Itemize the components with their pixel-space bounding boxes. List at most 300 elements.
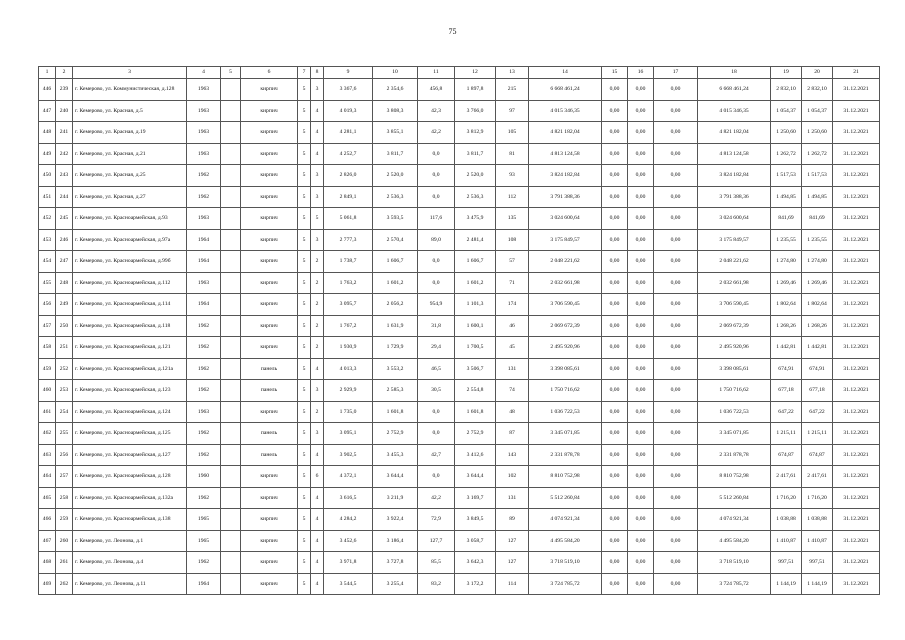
- address-cell: г. Кемерово, ул. Красноармейская, д.112: [73, 272, 187, 294]
- table-cell: 174: [496, 294, 529, 316]
- table-cell: 647,22: [771, 401, 802, 423]
- table-cell: 0,00: [628, 294, 654, 316]
- table-row: [39, 186, 880, 208]
- table-cell: 0,00: [602, 165, 628, 187]
- table-cell: 2 354,6: [373, 79, 418, 101]
- table-cell: 0,00: [628, 251, 654, 273]
- table-cell: 0,00: [628, 165, 654, 187]
- address-cell: г. Кемерово, ул. Красноармейская, д.118: [73, 315, 187, 337]
- table-cell: 3 345 071,85: [529, 423, 602, 445]
- table-cell: 89: [496, 509, 529, 531]
- table-cell: панель: [241, 380, 298, 402]
- table-cell: 0,00: [602, 401, 628, 423]
- table-cell: 5: [298, 487, 311, 509]
- table-cell: 1962: [187, 358, 221, 380]
- table-cell: 3 811,7: [373, 143, 418, 165]
- table-cell: 42,2: [418, 487, 455, 509]
- table-cell: [221, 315, 241, 337]
- table-cell: 0,00: [602, 487, 628, 509]
- table-cell: 46,5: [418, 358, 455, 380]
- table-cell: 462: [39, 423, 56, 445]
- table-cell: 1964: [187, 229, 221, 251]
- table-cell: 31.12.2021: [833, 487, 880, 509]
- table-cell: 97: [496, 100, 529, 122]
- table-cell: 458: [39, 337, 56, 359]
- table-cell: 4 813 124,58: [698, 143, 771, 165]
- table-cell: 1 250,60: [771, 122, 802, 144]
- table-cell: 0,00: [628, 487, 654, 509]
- table-cell: 1964: [187, 251, 221, 273]
- table-cell: 1 038,88: [771, 509, 802, 531]
- table-cell: панель: [241, 444, 298, 466]
- table-cell: 3 593,5: [373, 208, 418, 230]
- table-cell: 257: [56, 466, 73, 488]
- table-cell: 127,7: [418, 530, 455, 552]
- table-cell: 1 601,8: [455, 401, 496, 423]
- table-cell: кирпич: [241, 315, 298, 337]
- table-cell: 1962: [187, 315, 221, 337]
- table-cell: 31.12.2021: [833, 315, 880, 337]
- table-cell: 0,00: [654, 165, 698, 187]
- table-cell: 2 331 878,78: [698, 444, 771, 466]
- table-row: [39, 251, 880, 273]
- table-cell: 2 832,10: [771, 79, 802, 101]
- table-cell: 1 101,3: [455, 294, 496, 316]
- table-cell: 1 036 722,53: [698, 401, 771, 423]
- table-cell: 3 024 600,64: [529, 208, 602, 230]
- table-cell: 5: [298, 165, 311, 187]
- table-cell: 674,91: [771, 358, 802, 380]
- table-cell: 93: [496, 165, 529, 187]
- table-cell: 5: [298, 401, 311, 423]
- table-cell: 240: [56, 100, 73, 122]
- table-cell: 31.12.2021: [833, 337, 880, 359]
- table-cell: 0,00: [602, 251, 628, 273]
- table-cell: 469: [39, 573, 56, 595]
- table-cell: панель: [241, 423, 298, 445]
- table-cell: 1 750 716,62: [529, 380, 602, 402]
- table-cell: 31.12.2021: [833, 100, 880, 122]
- address-cell: г. Кемерово, ул. Красная, д.27: [73, 186, 187, 208]
- table-cell: 2 417,61: [802, 466, 833, 488]
- table-cell: 1 716,20: [802, 487, 833, 509]
- column-header-1: 1: [39, 67, 56, 79]
- table-cell: 0,00: [602, 380, 628, 402]
- table-cell: 0,00: [628, 337, 654, 359]
- table-cell: кирпич: [241, 337, 298, 359]
- table-row: [39, 444, 880, 466]
- table-cell: 0,0: [418, 466, 455, 488]
- table-cell: 246: [56, 229, 73, 251]
- table-cell: 1960: [187, 466, 221, 488]
- column-header-20: 20: [802, 67, 833, 79]
- table-cell: 452: [39, 208, 56, 230]
- table-cell: 997,51: [802, 552, 833, 574]
- table-cell: 3 922,4: [373, 509, 418, 531]
- table-cell: [221, 401, 241, 423]
- table-cell: 1962: [187, 337, 221, 359]
- table-cell: 4 015 346,35: [529, 100, 602, 122]
- table-cell: 0,00: [602, 552, 628, 574]
- table-cell: [221, 358, 241, 380]
- table-cell: 2 048 221,62: [698, 251, 771, 273]
- table-cell: 0,0: [418, 251, 455, 273]
- table-cell: 1963: [187, 100, 221, 122]
- table-cell: 1 235,55: [802, 229, 833, 251]
- table-cell: 57: [496, 251, 529, 273]
- table-cell: 2 849,1: [324, 186, 373, 208]
- table-cell: 260: [56, 530, 73, 552]
- address-cell: г. Кемерово, ул. Красноармейская, д.114: [73, 294, 187, 316]
- table-cell: 0,00: [602, 337, 628, 359]
- table-cell: 467: [39, 530, 56, 552]
- table-cell: 841,69: [802, 208, 833, 230]
- table-cell: 239: [56, 79, 73, 101]
- table-cell: 72,9: [418, 509, 455, 531]
- table-cell: 2 069 672,39: [698, 315, 771, 337]
- table-cell: кирпич: [241, 509, 298, 531]
- table-cell: 4: [311, 509, 324, 531]
- table-cell: 1 215,11: [771, 423, 802, 445]
- table-cell: 241: [56, 122, 73, 144]
- table-cell: 0,00: [628, 229, 654, 251]
- table-cell: 1 442,81: [802, 337, 833, 359]
- table-cell: 5: [298, 100, 311, 122]
- table-cell: 0,00: [628, 573, 654, 595]
- table-cell: 248: [56, 272, 73, 294]
- table-cell: 4 074 921,34: [698, 509, 771, 531]
- table-cell: кирпич: [241, 79, 298, 101]
- column-header-19: 19: [771, 67, 802, 79]
- table-cell: 3 902,5: [324, 444, 373, 466]
- table-cell: [221, 530, 241, 552]
- table-cell: 5 512 260,84: [529, 487, 602, 509]
- table-cell: 0,00: [628, 186, 654, 208]
- table-cell: 31.12.2021: [833, 530, 880, 552]
- table-cell: 31.12.2021: [833, 380, 880, 402]
- table-cell: 0,00: [654, 208, 698, 230]
- table-cell: 1 038,88: [802, 509, 833, 531]
- table-cell: 3 345 071,85: [698, 423, 771, 445]
- table-cell: 261: [56, 552, 73, 574]
- table-cell: 2 032 661,98: [698, 272, 771, 294]
- table-cell: [221, 229, 241, 251]
- table-cell: 1 410,87: [771, 530, 802, 552]
- table-cell: 5: [298, 229, 311, 251]
- table-cell: 1963: [187, 122, 221, 144]
- table-cell: 255: [56, 423, 73, 445]
- table-cell: 4: [311, 444, 324, 466]
- table-cell: 29,4: [418, 337, 455, 359]
- table-row: [39, 358, 880, 380]
- table-cell: 1962: [187, 380, 221, 402]
- table-cell: 1 274,80: [802, 251, 833, 273]
- table-cell: 256: [56, 444, 73, 466]
- table-cell: 1 268,26: [802, 315, 833, 337]
- table-cell: 3 452,6: [324, 530, 373, 552]
- table-cell: 2 826,0: [324, 165, 373, 187]
- table-cell: 0,00: [602, 229, 628, 251]
- address-cell: г. Кемерово, ул. Коммунистическая, д.128: [73, 79, 187, 101]
- table-cell: 5: [298, 272, 311, 294]
- table-row: [39, 294, 880, 316]
- table-cell: 3 367,6: [324, 79, 373, 101]
- table-cell: 0,0: [418, 272, 455, 294]
- table-cell: [221, 380, 241, 402]
- table-cell: 2 585,3: [373, 380, 418, 402]
- table-cell: 2: [311, 294, 324, 316]
- column-header-5: 5: [221, 67, 241, 79]
- table-cell: 2 752,9: [373, 423, 418, 445]
- table-cell: 4 252,7: [324, 143, 373, 165]
- table-cell: 31.12.2021: [833, 358, 880, 380]
- table-cell: 5: [298, 573, 311, 595]
- address-cell: г. Кемерово, ул. Красноармейская, д.93: [73, 208, 187, 230]
- table-cell: 5: [298, 251, 311, 273]
- table-cell: 954,9: [418, 294, 455, 316]
- table-cell: 108: [496, 229, 529, 251]
- table-cell: 42,7: [418, 444, 455, 466]
- table-cell: 1 517,53: [802, 165, 833, 187]
- table-cell: 244: [56, 186, 73, 208]
- table-cell: 6 668 461,24: [529, 79, 602, 101]
- table-cell: 4: [311, 143, 324, 165]
- table-cell: 1 930,9: [324, 337, 373, 359]
- table-cell: [221, 466, 241, 488]
- table-cell: [221, 122, 241, 144]
- table-cell: 5: [298, 530, 311, 552]
- table-cell: 31.12.2021: [833, 423, 880, 445]
- table-cell: 0,00: [654, 444, 698, 466]
- table-cell: [221, 423, 241, 445]
- table-cell: 3 412,6: [455, 444, 496, 466]
- table-cell: 453: [39, 229, 56, 251]
- table-cell: 102: [496, 466, 529, 488]
- table-cell: 0,00: [654, 79, 698, 101]
- table-cell: [221, 100, 241, 122]
- table-cell: 0,00: [654, 401, 698, 423]
- table-cell: 4 821 182,04: [529, 122, 602, 144]
- table-cell: 0,00: [628, 444, 654, 466]
- table-cell: 1 269,46: [771, 272, 802, 294]
- table-cell: 0,00: [654, 272, 698, 294]
- table-cell: [221, 186, 241, 208]
- column-header-14: 14: [529, 67, 602, 79]
- table-cell: 0,00: [602, 530, 628, 552]
- table-cell: 468: [39, 552, 56, 574]
- table-cell: 5: [298, 358, 311, 380]
- table-cell: 5: [298, 315, 311, 337]
- table-cell: 74: [496, 380, 529, 402]
- table-cell: 85,5: [418, 552, 455, 574]
- table-cell: 4: [311, 487, 324, 509]
- table-cell: 5: [298, 444, 311, 466]
- table-row: [39, 165, 880, 187]
- table-row: [39, 337, 880, 359]
- table-cell: 3 398 085,61: [698, 358, 771, 380]
- table-cell: 3 812,9: [455, 122, 496, 144]
- table-cell: 8 810 752,98: [529, 466, 602, 488]
- address-cell: г. Кемерово, ул. Красноармейская, д.132а: [73, 487, 187, 509]
- table-cell: 1 738,7: [324, 251, 373, 273]
- table-cell: 253: [56, 380, 73, 402]
- table-cell: 0,00: [628, 358, 654, 380]
- column-header-3: 3: [73, 67, 187, 79]
- table-cell: 0,00: [602, 509, 628, 531]
- column-header-9: 9: [324, 67, 373, 79]
- table-cell: кирпич: [241, 208, 298, 230]
- table-cell: 451: [39, 186, 56, 208]
- table-cell: 4 281,1: [324, 122, 373, 144]
- table-cell: 247: [56, 251, 73, 273]
- table-cell: 0,00: [628, 380, 654, 402]
- table-cell: 2 048 221,62: [529, 251, 602, 273]
- table-cell: 1962: [187, 165, 221, 187]
- table-cell: 1 517,53: [771, 165, 802, 187]
- table-cell: 2 520,0: [455, 165, 496, 187]
- table-cell: 674,87: [802, 444, 833, 466]
- table-cell: 5: [298, 79, 311, 101]
- table-cell: 0,00: [628, 466, 654, 488]
- table-cell: 2: [311, 315, 324, 337]
- table-cell: 0,00: [628, 401, 654, 423]
- table-cell: кирпич: [241, 122, 298, 144]
- address-cell: г. Кемерово, ул. Леонова, д.4: [73, 552, 187, 574]
- table-cell: кирпич: [241, 294, 298, 316]
- table-cell: 31.12.2021: [833, 444, 880, 466]
- table-cell: 4 372,1: [324, 466, 373, 488]
- table-cell: кирпич: [241, 401, 298, 423]
- table-cell: 2: [311, 401, 324, 423]
- table-cell: 3 398 085,61: [529, 358, 602, 380]
- table-cell: 2 495 920,96: [529, 337, 602, 359]
- table-cell: 127: [496, 552, 529, 574]
- table-cell: 0,00: [602, 466, 628, 488]
- table-cell: 1 802,64: [802, 294, 833, 316]
- table-cell: 83,2: [418, 573, 455, 595]
- table-cell: 71: [496, 272, 529, 294]
- table-cell: 0,00: [602, 186, 628, 208]
- table-cell: 114: [496, 573, 529, 595]
- table-cell: 0,00: [602, 573, 628, 595]
- table-body: [39, 79, 880, 595]
- table-cell: 4: [311, 358, 324, 380]
- table-cell: 31.12.2021: [833, 229, 880, 251]
- table-cell: 31.12.2021: [833, 509, 880, 531]
- table-cell: 0,00: [628, 208, 654, 230]
- table-row: [39, 229, 880, 251]
- table-cell: 2 481,4: [455, 229, 496, 251]
- table-cell: 0,00: [628, 509, 654, 531]
- table-cell: 3 811,7: [455, 143, 496, 165]
- table-cell: 5: [298, 423, 311, 445]
- table-cell: 466: [39, 509, 56, 531]
- table-cell: 5: [298, 122, 311, 144]
- address-cell: г. Кемерово, ул. Красная, д.25: [73, 165, 187, 187]
- table-cell: 2: [311, 337, 324, 359]
- table-cell: 1 750 716,62: [698, 380, 771, 402]
- table-cell: 31.12.2021: [833, 466, 880, 488]
- table-cell: 4: [311, 530, 324, 552]
- table-cell: 1 144,19: [771, 573, 802, 595]
- table-cell: 1962: [187, 186, 221, 208]
- table-cell: 1 494,85: [771, 186, 802, 208]
- table-cell: 455: [39, 272, 56, 294]
- table-cell: 3 644,4: [455, 466, 496, 488]
- table-cell: 31.12.2021: [833, 122, 880, 144]
- table-cell: 5: [298, 143, 311, 165]
- table-cell: 48: [496, 401, 529, 423]
- table-cell: 674,87: [771, 444, 802, 466]
- table-cell: 677,18: [802, 380, 833, 402]
- table-cell: 0,0: [418, 165, 455, 187]
- table-cell: 0,00: [654, 143, 698, 165]
- table-cell: 31.12.2021: [833, 552, 880, 574]
- table-cell: 1964: [187, 294, 221, 316]
- table-cell: 31.12.2021: [833, 251, 880, 273]
- table-cell: 3 824 182,84: [698, 165, 771, 187]
- table-cell: 0,00: [654, 294, 698, 316]
- table-cell: 1 268,26: [771, 315, 802, 337]
- table-cell: 841,69: [771, 208, 802, 230]
- table-cell: 81: [496, 143, 529, 165]
- table-cell: 1 274,80: [771, 251, 802, 273]
- table-cell: 0,00: [602, 444, 628, 466]
- table-cell: 0,00: [654, 122, 698, 144]
- table-cell: 3 175 849,57: [698, 229, 771, 251]
- table-cell: 1 631,9: [373, 315, 418, 337]
- table-row: [39, 573, 880, 595]
- table-cell: 1 036 722,53: [529, 401, 602, 423]
- table-cell: 1 897,8: [455, 79, 496, 101]
- table-cell: 1962: [187, 423, 221, 445]
- table-cell: [221, 272, 241, 294]
- column-header-15: 15: [602, 67, 628, 79]
- table-cell: 3 642,3: [455, 552, 496, 574]
- table-row: [39, 315, 880, 337]
- table-cell: кирпич: [241, 272, 298, 294]
- table-row: [39, 380, 880, 402]
- table-cell: 251: [56, 337, 73, 359]
- table-cell: 46: [496, 315, 529, 337]
- table-cell: 1 600,1: [455, 315, 496, 337]
- table-cell: 31.12.2021: [833, 143, 880, 165]
- table-cell: 31.12.2021: [833, 272, 880, 294]
- table-cell: [221, 251, 241, 273]
- table-cell: 143: [496, 444, 529, 466]
- table-cell: кирпич: [241, 552, 298, 574]
- table-cell: 3 506,7: [455, 358, 496, 380]
- table-cell: 1964: [187, 573, 221, 595]
- table-cell: 105: [496, 122, 529, 144]
- table-row: [39, 466, 880, 488]
- table-row: [39, 552, 880, 574]
- table-cell: 3 706 590,45: [698, 294, 771, 316]
- table-cell: 4 495 584,20: [529, 530, 602, 552]
- table-cell: 31.12.2021: [833, 294, 880, 316]
- table-cell: 259: [56, 509, 73, 531]
- address-cell: г. Кемерово, ул. Леонова, д.11: [73, 573, 187, 595]
- table-cell: 2: [311, 272, 324, 294]
- table-cell: 3: [311, 186, 324, 208]
- table-cell: 131: [496, 358, 529, 380]
- table-cell: 0,00: [654, 358, 698, 380]
- table-cell: [221, 573, 241, 595]
- table-cell: 0,00: [654, 530, 698, 552]
- table-cell: 1 235,55: [771, 229, 802, 251]
- table-cell: 1 442,81: [771, 337, 802, 359]
- address-cell: г. Кемерово, ул. Леонова, д.1: [73, 530, 187, 552]
